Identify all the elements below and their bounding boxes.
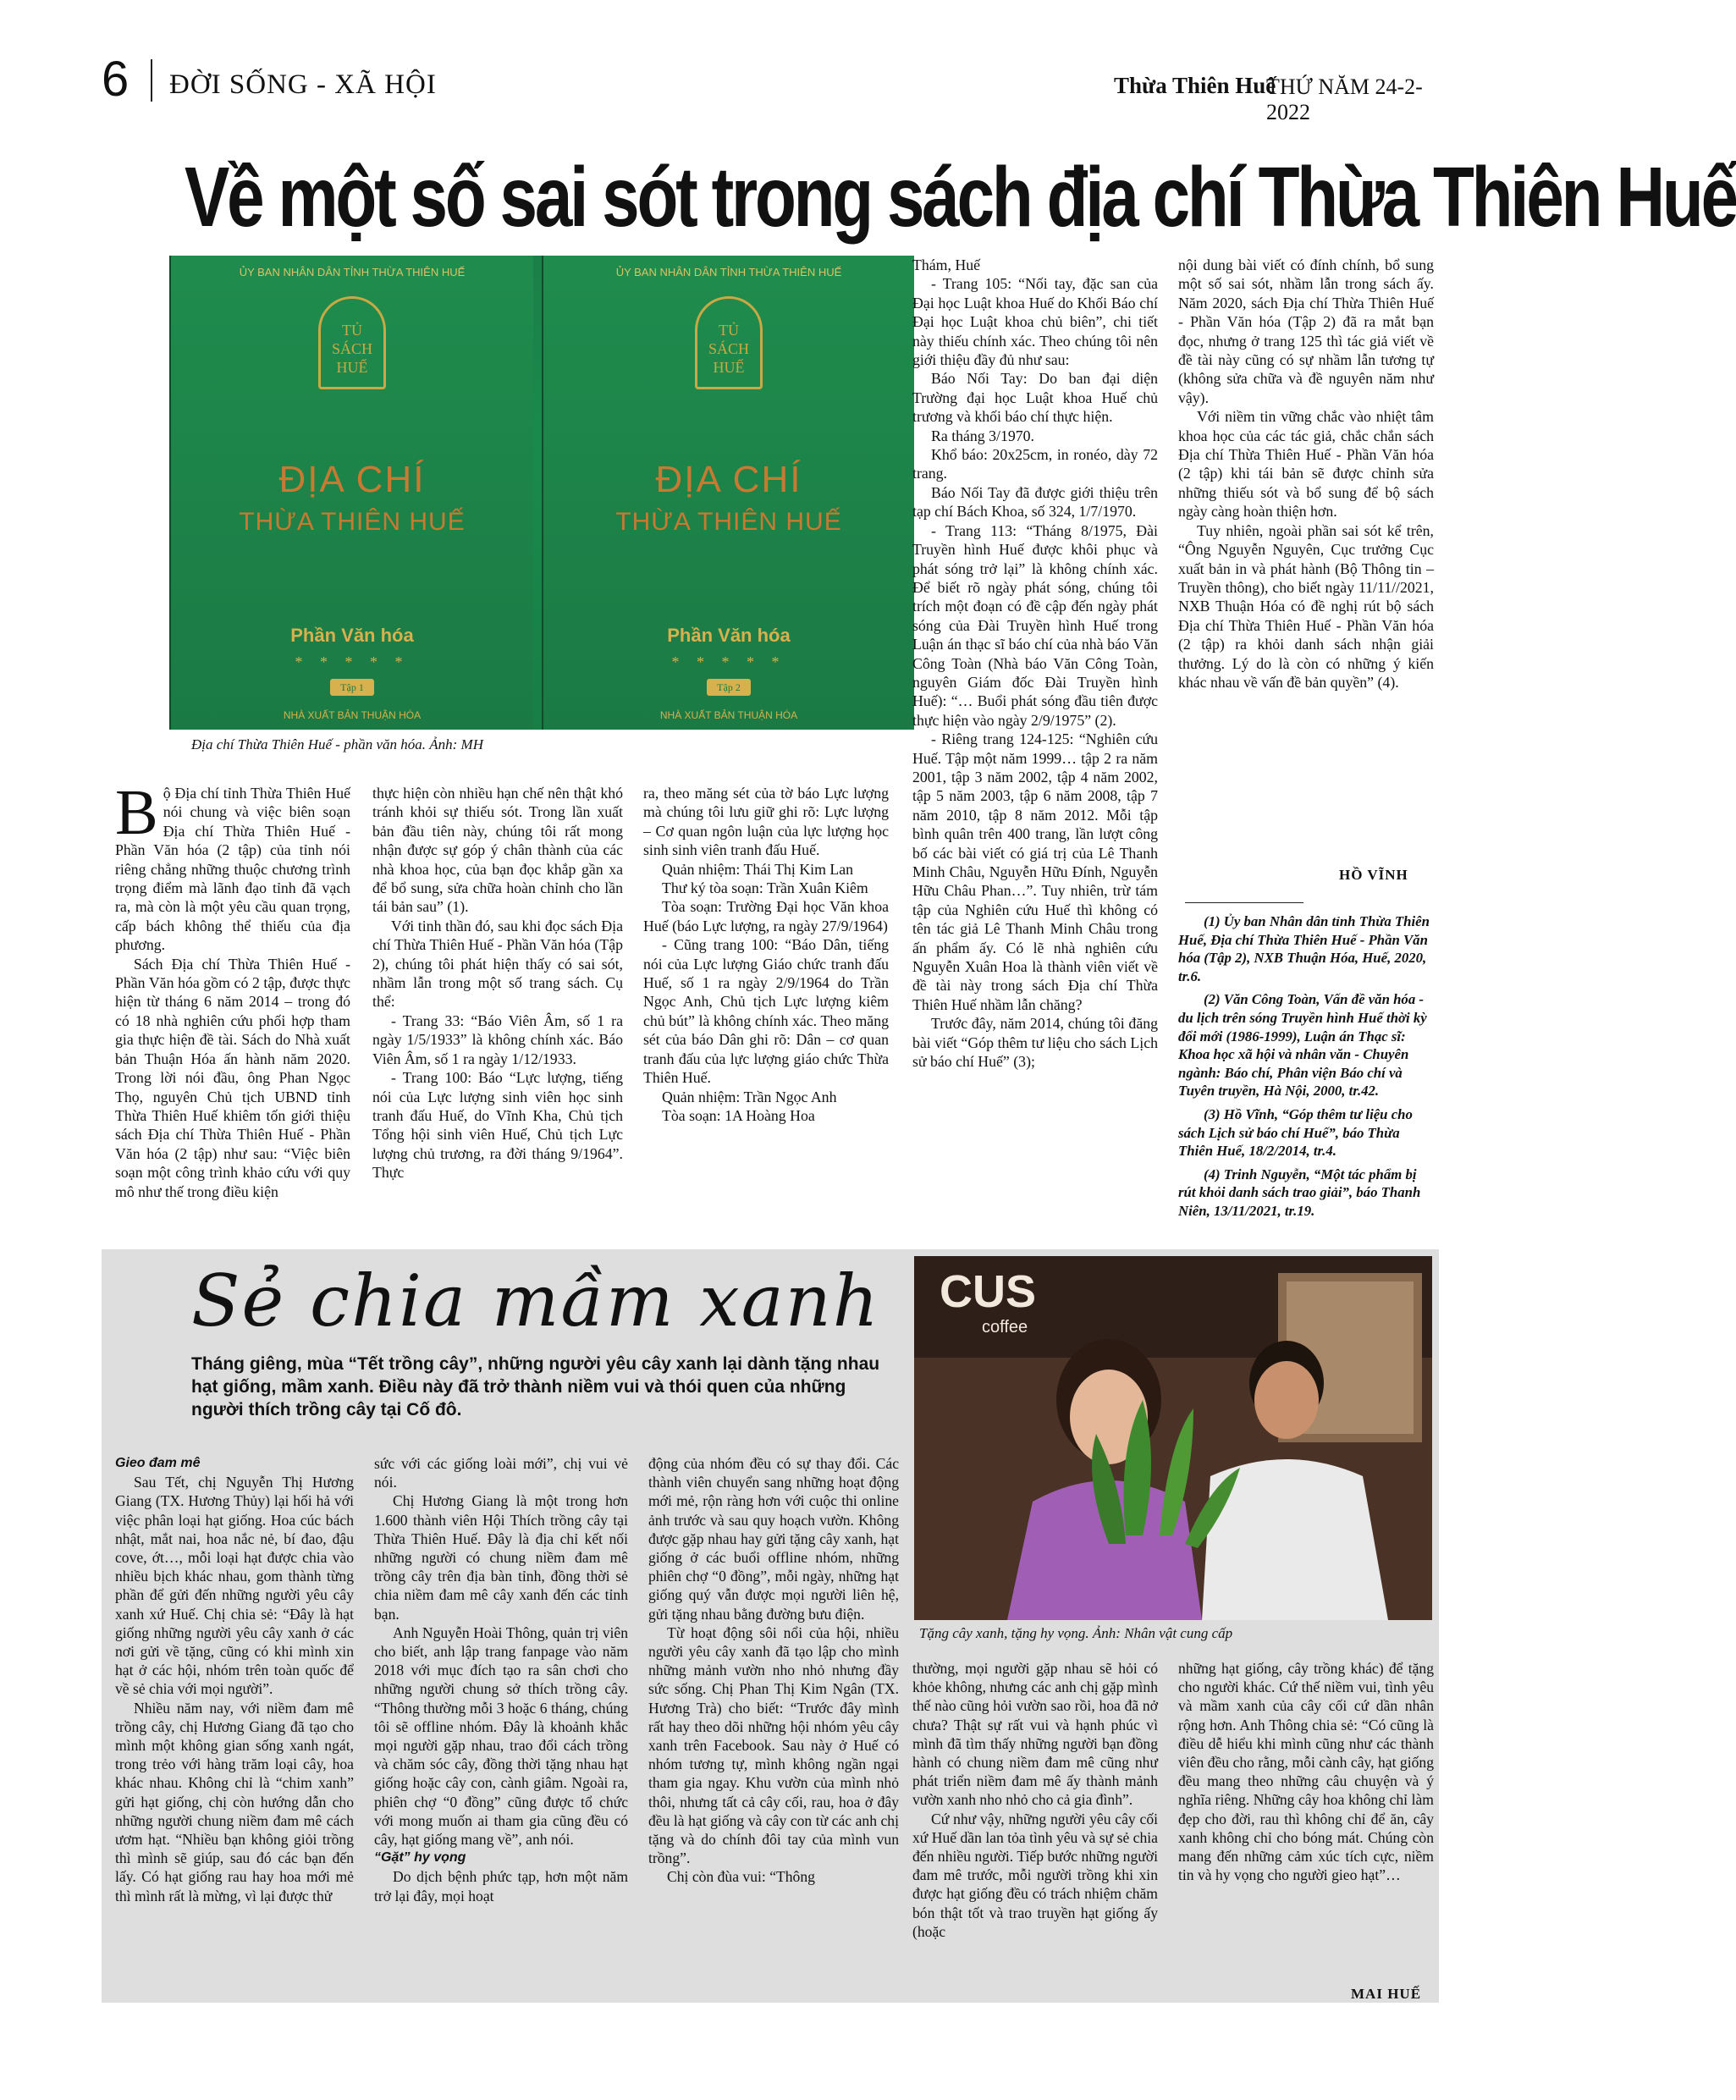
book-org-label: ỦY BAN NHÂN DÂN TỈNH THỪA THIÊN HUẾ (239, 266, 466, 278)
people-photo (914, 1256, 1432, 1620)
book-subtitle: Phần Văn hóa (290, 625, 414, 646)
book-emblem: TỦ SÁCH HUẾ (695, 296, 763, 389)
photo-caption: Địa chí Thừa Thiên Huế - phần văn hóa. Ảnh: MH (191, 736, 483, 752)
article-column-3 (643, 784, 889, 1125)
publication-date: THỨ NĂM 24-2-2022 (1266, 74, 1423, 124)
paragraph: Sách Địa chí Thừa Thiên Huế - Phần Văn hóa gồm có 2 tập, được thực hiện từ tháng 6 năm 2014 – trong đó có 18 nhà nghiên cứu phối hợp tham gia thực hiện đề tài. Sách do Nhà xuất bản Thuận Hóa ấn hành năm 2020. Trong lời nói đầu, ông Phan Ngọc Thọ, nguyên Chủ tịch UBND tỉnh Thừa Thiên Huế khiêm tốn giới thiệu sách Địa chí Thừa Thiên Huế - Phần Văn hóa (2 tập) như sau: “Việc biên soạn một công trình khảo cứu với quy mô như thế trong điều kiện (115, 955, 350, 1200)
article2-column-1 (115, 1454, 354, 1905)
paragraph: Thám, Huế (912, 256, 980, 273)
paragraph: Anh Nguyễn Hoài Thông, quản trị viên cho biết, anh lập trang fanpage vào năm 2018 với mục đích tạo ra sân chơi cho những người chung sở thích trồng cây. “Thông thường mỗi 3 hoặc 6 tháng, chúng tôi sẽ offline nhóm. Đây là khoảnh khắc mọi người gặp nhau, trao đổi cách trồng và chăm sóc cây, đồng thời tặng nhau hạt giống hoặc cây con, cành giâm. Ngoài ra, phiên chợ “0 đồng” cũng được tổ chức với mong muốn ai tham gia cũng đều có cây, hạt giống mang về”, anh nói. (374, 1623, 628, 1849)
article-column-1 (115, 777, 350, 1201)
subheading: “Gặt” hy vọng (374, 1850, 466, 1866)
paragraph: Ra tháng 3/1970. (931, 427, 1034, 444)
paragraph: Khổ báo: 20x25cm, in ronéo, dày 72 trang. (912, 446, 1158, 482)
shop-sign-subtext: coffee (982, 1318, 1028, 1337)
article-column-5 (1178, 256, 1434, 692)
paragraph: - Trang 33: “Báo Viên Âm, số 1 ra ngày 1/5/1933” là không chính xác. Báo Viên Âm, số 1 ra ngày 1/12/1933. (372, 1011, 623, 1067)
paragraph: Tòa soạn: 1A Hoàng Hoa (662, 1106, 815, 1124)
footnote-divider (1185, 902, 1303, 903)
section-label: ĐỜI SỐNG - XÃ HỘI (169, 69, 437, 100)
paragraph: những hạt giống, cây trồng khác) để tặng cho người khác. Cứ thế niềm vui, tình yêu và mầm xanh của cây cối cứ dần nhân rộng hơn. Anh Thông chia sẻ: “Có cũng là điều dễ hiểu khi mình cũng như các thành viên đều cho rằng, mỗi cành cây, hạt giống đều mang theo những câu chuyện và ý nghĩa riêng. Những cây hoa không chỉ làm đẹp cho đời, rau thì không chỉ để ăn, cây xanh không chỉ cho bóng mát. Chúng còn mang đến những cảm xúc tích cực, niềm tin và hy vọng cho người gieo hạt”… (1178, 1660, 1434, 1884)
page-number: 6 (102, 52, 130, 107)
paragraph: thực hiện còn nhiều hạn chế nên thật khó tránh khỏi sự thiếu sót. Trong lần xuất bản đầu tiên này, chúng tôi rất mong nhận được sự góp ý chân thành của các nhà khoa học, của bạn đọc khắp gần xa để bổ sung, sửa chữa hoàn chỉnh cho lần tái bản sau” (1). (372, 785, 623, 916)
book-cover-volume-1 (169, 256, 533, 730)
footnote: (2) Văn Công Toàn, Vấn đề văn hóa - du lịch trên sóng Truyền hình Huế thời kỳ đổi mới (1986-1999), Luận án Thạc sĩ: Khoa học xã hội và nhân văn - Chuyên ngành: Báo chí, Phân viện Báo chí và Tuyên truyền, Hà Nội, 2000, tr.42. (1178, 991, 1427, 1100)
paragraph: Tuy nhiên, ngoài phần sai sót kể trên, “Ông Nguyễn Nguyên, Cục trưởng Cục xuất bản in và phát hành (Bộ Thông tin – Truyền thông), cho biết ngày 11/11//2021, NXB Thuận Hóa có đề nghị rút bộ sách Địa chí Thừa Thiên Huế - Phần Văn hóa (2 tập) ra khỏi danh sách nhận giải thưởng. Lý do là còn có những ý kiến khác nhau về vấn đề bản quyền” (4). (1178, 521, 1434, 691)
paragraph: - Trang 100: Báo “Lực lượng, tiếng nói của Lực lượng sinh viên học sinh tranh đấu Huế, do Vĩnh Kha, Chủ tịch Tổng hội sinh viên Huế, Chủ tịch Lực lượng chủ trương, ra đời tháng 9/1964”. Thực (372, 1069, 623, 1182)
paragraph: ra, theo măng sét của tờ báo Lực lượng mà chúng tôi lưu giữ ghi rõ: Lực lượng – Cơ quan ngôn luận của lực lượng học sinh sinh viên tranh đấu Huế. (643, 785, 889, 859)
book-org-label: ỦY BAN NHÂN DÂN TỈNH THỪA THIÊN HUẾ (615, 266, 842, 278)
footnote: (1) Ủy ban Nhân dân tỉnh Thừa Thiên Huế, Địa chí Thừa Thiên Huế - Phần Văn hóa (Tập 2), NXB Thuận Hóa, Huế, 2020, tr.6. (1178, 913, 1430, 984)
paragraph: nội dung bài viết có đính chính, bổ sung một số sai sót, nhầm lẫn trong sách ấy. Năm 2020, sách Địa chí Thừa Thiên Huế - Phần Văn hóa (Tập 2) đã ra mắt bạn đọc, nhưng ở trang 125 thì tác giả viết về đề tài này cũng có sự nhầm lẫn tương tự (không sửa chữa và đề nguyên năm như vậy). (1178, 256, 1434, 406)
paragraph: Trước đây, năm 2014, chúng tôi đăng bài viết “Góp thêm tư liệu cho sách Lịch sử báo chí Huế” (3); (912, 1015, 1158, 1071)
page-header (102, 52, 1439, 124)
paragraph: Quản nhiệm: Thái Thị Kim Lan (662, 860, 854, 878)
book-publisher: NHÀ XUẤT BẢN THUẬN HÓA (283, 709, 422, 721)
paragraph: Nhiều năm nay, với niềm đam mê trồng cây, chị Hương Giang đã tạo cho mình một không gian sống xanh ngát, trong trẻo với hàng trăm loại cây, hoa khác nhau. Không chỉ là “chim xanh” gửi hạt giống, chị còn hướng dẫn cho những người chung niềm đam mê cách ươm hạt. “Nhiều bạn không giỏi trồng thì mình sẽ giúp, sau đó các bạn đến lấy. Có hạt giống rau hay hoa mới mẻ thì mình rất là mừng, vì lại được thử (115, 1699, 354, 1904)
book-emblem: TỦ SÁCH HUẾ (318, 296, 386, 389)
paragraph: Do dịch bệnh phức tạp, hơn một năm trở lại đây, mọi hoạt (374, 1868, 628, 1904)
paragraph: thường, mọi người gặp nhau sẽ hỏi có khỏe không, nhưng các anh chị gặp mình thế nào cũng hỏi vườn sao rồi, hoa đã nở chưa? Thật sự rất vui và hạnh phúc vì mình đã tìm thấy những người bạn đồng hành có chung niềm đam mê cũng như phát triển niềm đam mê ấy thành mảnh vườn xanh nho nhỏ cho cả gia đình”. (912, 1660, 1158, 1809)
paragraph: Sau Tết, chị Nguyễn Thị Hương Giang (TX. Hương Thủy) lại hối hả với việc phân loại hạt giống. Hoa cúc bách nhật, mắt nai, hoa nắc nẻ, bí đao, đậu cove, ớt…, mỗi loại hạt được chia vào nhiều bịch khác nhau, gom thành từng phần để gửi đến những người yêu cây xanh xứ Huế. Chị chia sẻ: “Đây là hạt giống những người yêu cây xanh ở các nơi gửi về tặng, cũng có khi mình xin hạt ở các hội, nhóm trên toàn quốc để về sẻ chia với mọi người”. (115, 1474, 354, 1698)
paragraph: Với niềm tin vững chắc vào nhiệt tâm khoa học của các tác giả, chắc chắn sách Địa chí Thừa Thiên Huế - Phần Văn hóa (2 tập) khi tái bản sẽ được chỉnh sửa những thiếu sót và bổ sung để bộ sách ngày càng hoàn thiện hơn. (1178, 408, 1434, 521)
paragraph: - Riêng trang 124-125: “Nghiên cứu Huế. Tập một năm 1999… tập 2 ra năm 2001, tập 3 năm 2002, tập 4 năm 2002, tập 5 năm 2003, tập 6 năm 2008, tập 7 năm 2010, tập 8 năm 2012. Mỗi tập bình quân trên 400 trang, lần lượt công bố các bài viết có giá trị của Lê Thanh Minh Châu, Nguyễn Hữu Đính, Nguyễn Hữu Châu Phan…”. Tuy nhiên, trừ tám tập của Nghiên cứu Huế thì không có tên tác giả Lê Thanh Minh Châu trong ấn phẩm ấy. Có lẽ nhà nghiên cứu Nguyễn Xuân Hoa là thành viên viết về đề tài này trong sách Địa chí Thừa Thiên Huế nhầm lẫn chăng? (912, 730, 1158, 1013)
article2-column-5 (1178, 1659, 1434, 1884)
publication-name: Thừa Thiên Huế (1114, 73, 1276, 98)
book-title-line2: THỪA THIÊN HUẾ (615, 508, 842, 536)
article2-author: MAI HUẾ (1351, 1986, 1422, 2002)
article2-title: Sẻ chia mầm xanh (191, 1259, 880, 1342)
paragraph: Quản nhiệm: Trần Ngọc Anh (662, 1088, 837, 1105)
book-title-line1: ĐỊA CHÍ (655, 459, 802, 500)
paragraph: Tòa soạn: Trường Đại học Văn khoa Huế (báo Lực lượng, ra ngày 27/9/1964) (643, 898, 889, 934)
header-divider (151, 59, 152, 102)
article-column-2 (372, 784, 623, 1182)
article2-column-4 (912, 1659, 1158, 1941)
paragraph: Với tinh thần đó, sau khi đọc sách Địa chí Thừa Thiên Huế - Phần Văn hóa (Tập 2), chúng tôi phát hiện thấy có sai sót, nhầm lẫn trong một số trang sách. Cụ thể: (372, 917, 623, 1011)
drop-cap: B (115, 777, 158, 848)
subheading: Gieo đam mê (115, 1456, 201, 1470)
book-publisher: NHÀ XUẤT BẢN THUẬN HÓA (659, 709, 798, 721)
footnotes (1178, 912, 1434, 1226)
paragraph: Báo Nối Tay đã được giới thiệu trên tạp chí Bách Khoa, số 324, 1/7/1970. (912, 483, 1158, 521)
book-cover-photo (186, 256, 904, 730)
book-volume-badge: Tập 1 (330, 679, 374, 696)
footnote: (4) Trinh Nguyễn, “Một tác phẩm bị rút khỏi danh sách trao giải”, báo Thanh Niên, 13/11/2021, tr.19. (1178, 1166, 1421, 1219)
paragraph: động của nhóm đều có sự thay đổi. Các thành viên chuyển sang những hoạt động mới mẻ, rộn ràng hơn với cuộc thi online ảnh trước và sau quy hoạch vườn. Không được gặp nhau hay gửi tặng cây xanh, hạt giống ở các buổi offline nhóm, những phiên chợ “0 đồng”, mỗi ngày, những hạt giống quý vẫn được mọi người liên hệ, gửi tặng nhau bằng đường bưu điện. (648, 1455, 899, 1623)
article-column-4 (912, 256, 1158, 1071)
paragraph: Cứ như vậy, những người yêu cây cối xứ Huế dần lan tỏa tình yêu và sự sẻ chia đến nhiều người. Tiếp bước những người đam mê trước, mỗi người trồng khi xin được hạt giống đều có trách nhiệm chăm bón thật tốt và trao truyền hạt giống ấy (hoặc (912, 1810, 1158, 1940)
people-photo-illustration (914, 1256, 1432, 1620)
book-volume-badge: Tập 2 (707, 679, 751, 696)
shop-sign-text: CUS (940, 1266, 1037, 1317)
paragraph: - Cũng trang 100: “Báo Dân, tiếng nói của Lực lượng Giáo chức tranh đấu Huế, số 1 ra ngày 2/9/1964 do Trần Ngọc Anh, Chủ tịch Lực lượng kiêm chủ bút” là không chính xác. Theo măng sét của báo Dân ghi rõ: Dân – cơ quan tranh đấu của lực lượng giáo chức Thừa Thiên Huế. (643, 936, 889, 1087)
article-author: HỒ VĨNH (1339, 867, 1408, 883)
article2-column-2 (374, 1454, 628, 1905)
paragraph: ộ Địa chí tỉnh Thừa Thiên Huế nói chung và việc biên soạn Địa chí Thừa Thiên Huế - Phần Văn hóa (2 tập) của tỉnh nói riêng chẳng những thuộc chương trình trọng điểm mà lãnh đạo tỉnh đã vạch ra, mà còn là một yêu cầu quan trọng, cấp bách không thể thiếu của địa phương. (115, 785, 350, 954)
footnote: (3) Hồ Vĩnh, “Góp thêm tư liệu cho sách Lịch sử báo chí Huế”, báo Thừa Thiên Huế, 18/2/2014, tr.4. (1178, 1105, 1413, 1160)
book-stars: * * * * * (295, 653, 410, 670)
book-stars: * * * * * (671, 653, 786, 670)
paragraph: sức với các giống loài mới”, chị vui vẻ nói. (374, 1455, 628, 1491)
article-headline: Về một số sai sót trong sách địa chí Thừa Thiên Huế (185, 150, 1736, 245)
paragraph: Báo Nối Tay: Do ban đại diện Trường đại học Luật khoa Huế chủ trương và khối báo chí thực hiện. (912, 370, 1158, 426)
paragraph: - Trang 105: “Nối tay, đặc san của Đại học Luật khoa Huế do Khối Báo chí Đại học Luật khoa chủ biên”, chi tiết này thiếu chính xác. Theo chúng tôi nên giới thiệu đầy đủ như sau: (912, 275, 1158, 369)
article2-column-3 (648, 1454, 899, 1887)
book-subtitle: Phần Văn hóa (667, 625, 791, 646)
paragraph: Thư ký tòa soạn: Trần Xuân Kiêm (662, 879, 868, 897)
paragraph: Chị Hương Giang là một trong hơn 1.600 thành viên Hội Thích trồng cây tại Thừa Thiên Huế. Đây là địa chỉ kết nối những người có chung niềm đam mê trồng cây trên địa bàn tỉnh, đồng thời sẻ chia niềm đam mê cây xanh đến các tỉnh bạn. (374, 1492, 628, 1623)
book-title-line1: ĐỊA CHÍ (278, 459, 426, 500)
paragraph: - Trang 113: “Tháng 8/1975, Đài Truyền hình Huế được khôi phục và phát sóng trở lại” là không chính xác. Để biết rõ ngày phát sóng, chúng tôi trích một đoạn có đề cập đến ngày phát sóng của Đài Truyền hình Huế trong Luận án thạc sĩ báo chí của nhà báo Văn Công Toàn (Nhà báo Văn Công Toàn, nguyên Giám đốc Đài Truyền hình Huế): “… Buổi phát sóng đầu tiên được thực hiện vào ngày 2/9/1975” (2). (912, 521, 1158, 729)
book-cover-volume-2 (542, 256, 914, 730)
book-title-line2: THỪA THIÊN HUẾ (239, 508, 466, 536)
article2-lead: Tháng giêng, mùa “Tết trồng cây”, những người yêu cây xanh lại dành tặng nhau hạt giống, mầm xanh. Điều này đã trở thành niềm vui và thói quen của những người thích trồng cây tại Cố đô. (191, 1354, 880, 1419)
paragraph: Chị còn đùa vui: “Thông (667, 1868, 815, 1886)
paragraph: Từ hoạt động sôi nổi của hội, nhiều người yêu cây xanh đã tạo lập cho mình những mảnh vườn nho nhỏ nhưng đầy sức sống. Chị Phan Thị Kim Ngân (TX. Hương Trà) cho biết: “Trước đây mình rất hay theo dõi những hội nhóm yêu cây xanh trên Facebook. Sau này ở Huế có nhóm tương tự, mình không ngần ngại tham gia ngay. Khu vườn của mình nhỏ thôi, nhưng tất cả cây cối, rau, hoa ở đây đều là hạt giống và cây con từ các anh chị tặng và do chính đôi tay của mình vun trồng”. (648, 1623, 899, 1867)
photo-caption: Tặng cây xanh, tặng hy vọng. Ảnh: Nhân vật cung cấp (919, 1625, 1233, 1641)
